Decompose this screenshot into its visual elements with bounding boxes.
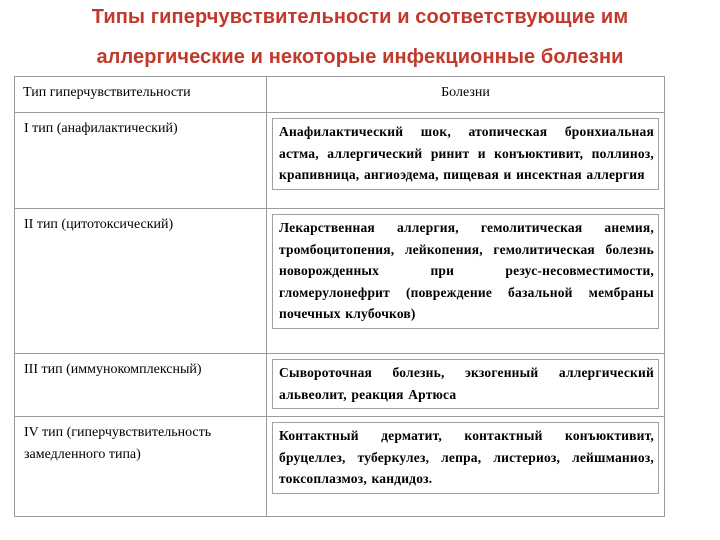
diseases-cell bbox=[267, 113, 665, 209]
type-label: II тип (цитотоксический) bbox=[24, 217, 174, 232]
diseases-text: Контактный дерматит, контактный конъюктивит, бруцеллез, туберкулез, лепра, листериоз, лейшманиоз, токсоплазмоз, кандидоз. bbox=[272, 422, 659, 494]
type-label: III тип (иммунокомплексный) bbox=[24, 362, 202, 377]
type-cell bbox=[15, 417, 267, 517]
diseases-cell bbox=[267, 354, 665, 417]
diseases-cell bbox=[267, 417, 665, 517]
type-label: IV тип (гиперчувствительность замедленного типа) bbox=[24, 425, 212, 462]
table-row bbox=[15, 113, 665, 209]
table-row bbox=[15, 209, 665, 354]
type-cell bbox=[15, 113, 267, 209]
header-diseases: Болезни bbox=[267, 77, 665, 113]
title-line-2: аллергические и некоторые инфекционные болезни bbox=[96, 46, 624, 68]
table-header-row bbox=[15, 77, 665, 113]
title-line-1: Типы гиперчувствительности и соответствующие им bbox=[91, 6, 629, 28]
type-label: I тип (анафилактический) bbox=[24, 121, 178, 136]
header-type: Тип гиперчувствительности bbox=[15, 77, 267, 113]
diseases-text: Лекарственная аллергия, гемолитическая анемия, тромбоцитопения, лейкопения, гемолитическая болезнь новорожденных при резус-несовместимости, гломерулонефрит (повреждение базальной мембраны почечных клубочков) bbox=[272, 214, 659, 329]
table-row bbox=[15, 354, 665, 417]
table-row bbox=[15, 417, 665, 517]
type-cell bbox=[15, 354, 267, 417]
diseases-cell bbox=[267, 209, 665, 354]
hypersensitivity-table bbox=[14, 76, 665, 517]
diseases-text: Анафилактический шок, атопическая бронхиальная астма, аллергический ринит и конъюктивит, поллиноз, крапивница, ангиоэдема, пищевая и инсектная аллергия bbox=[272, 118, 659, 190]
diseases-text: Сывороточная болезнь, экзогенный аллергический альвеолит, реакция Артюса bbox=[272, 359, 659, 409]
type-cell bbox=[15, 209, 267, 354]
